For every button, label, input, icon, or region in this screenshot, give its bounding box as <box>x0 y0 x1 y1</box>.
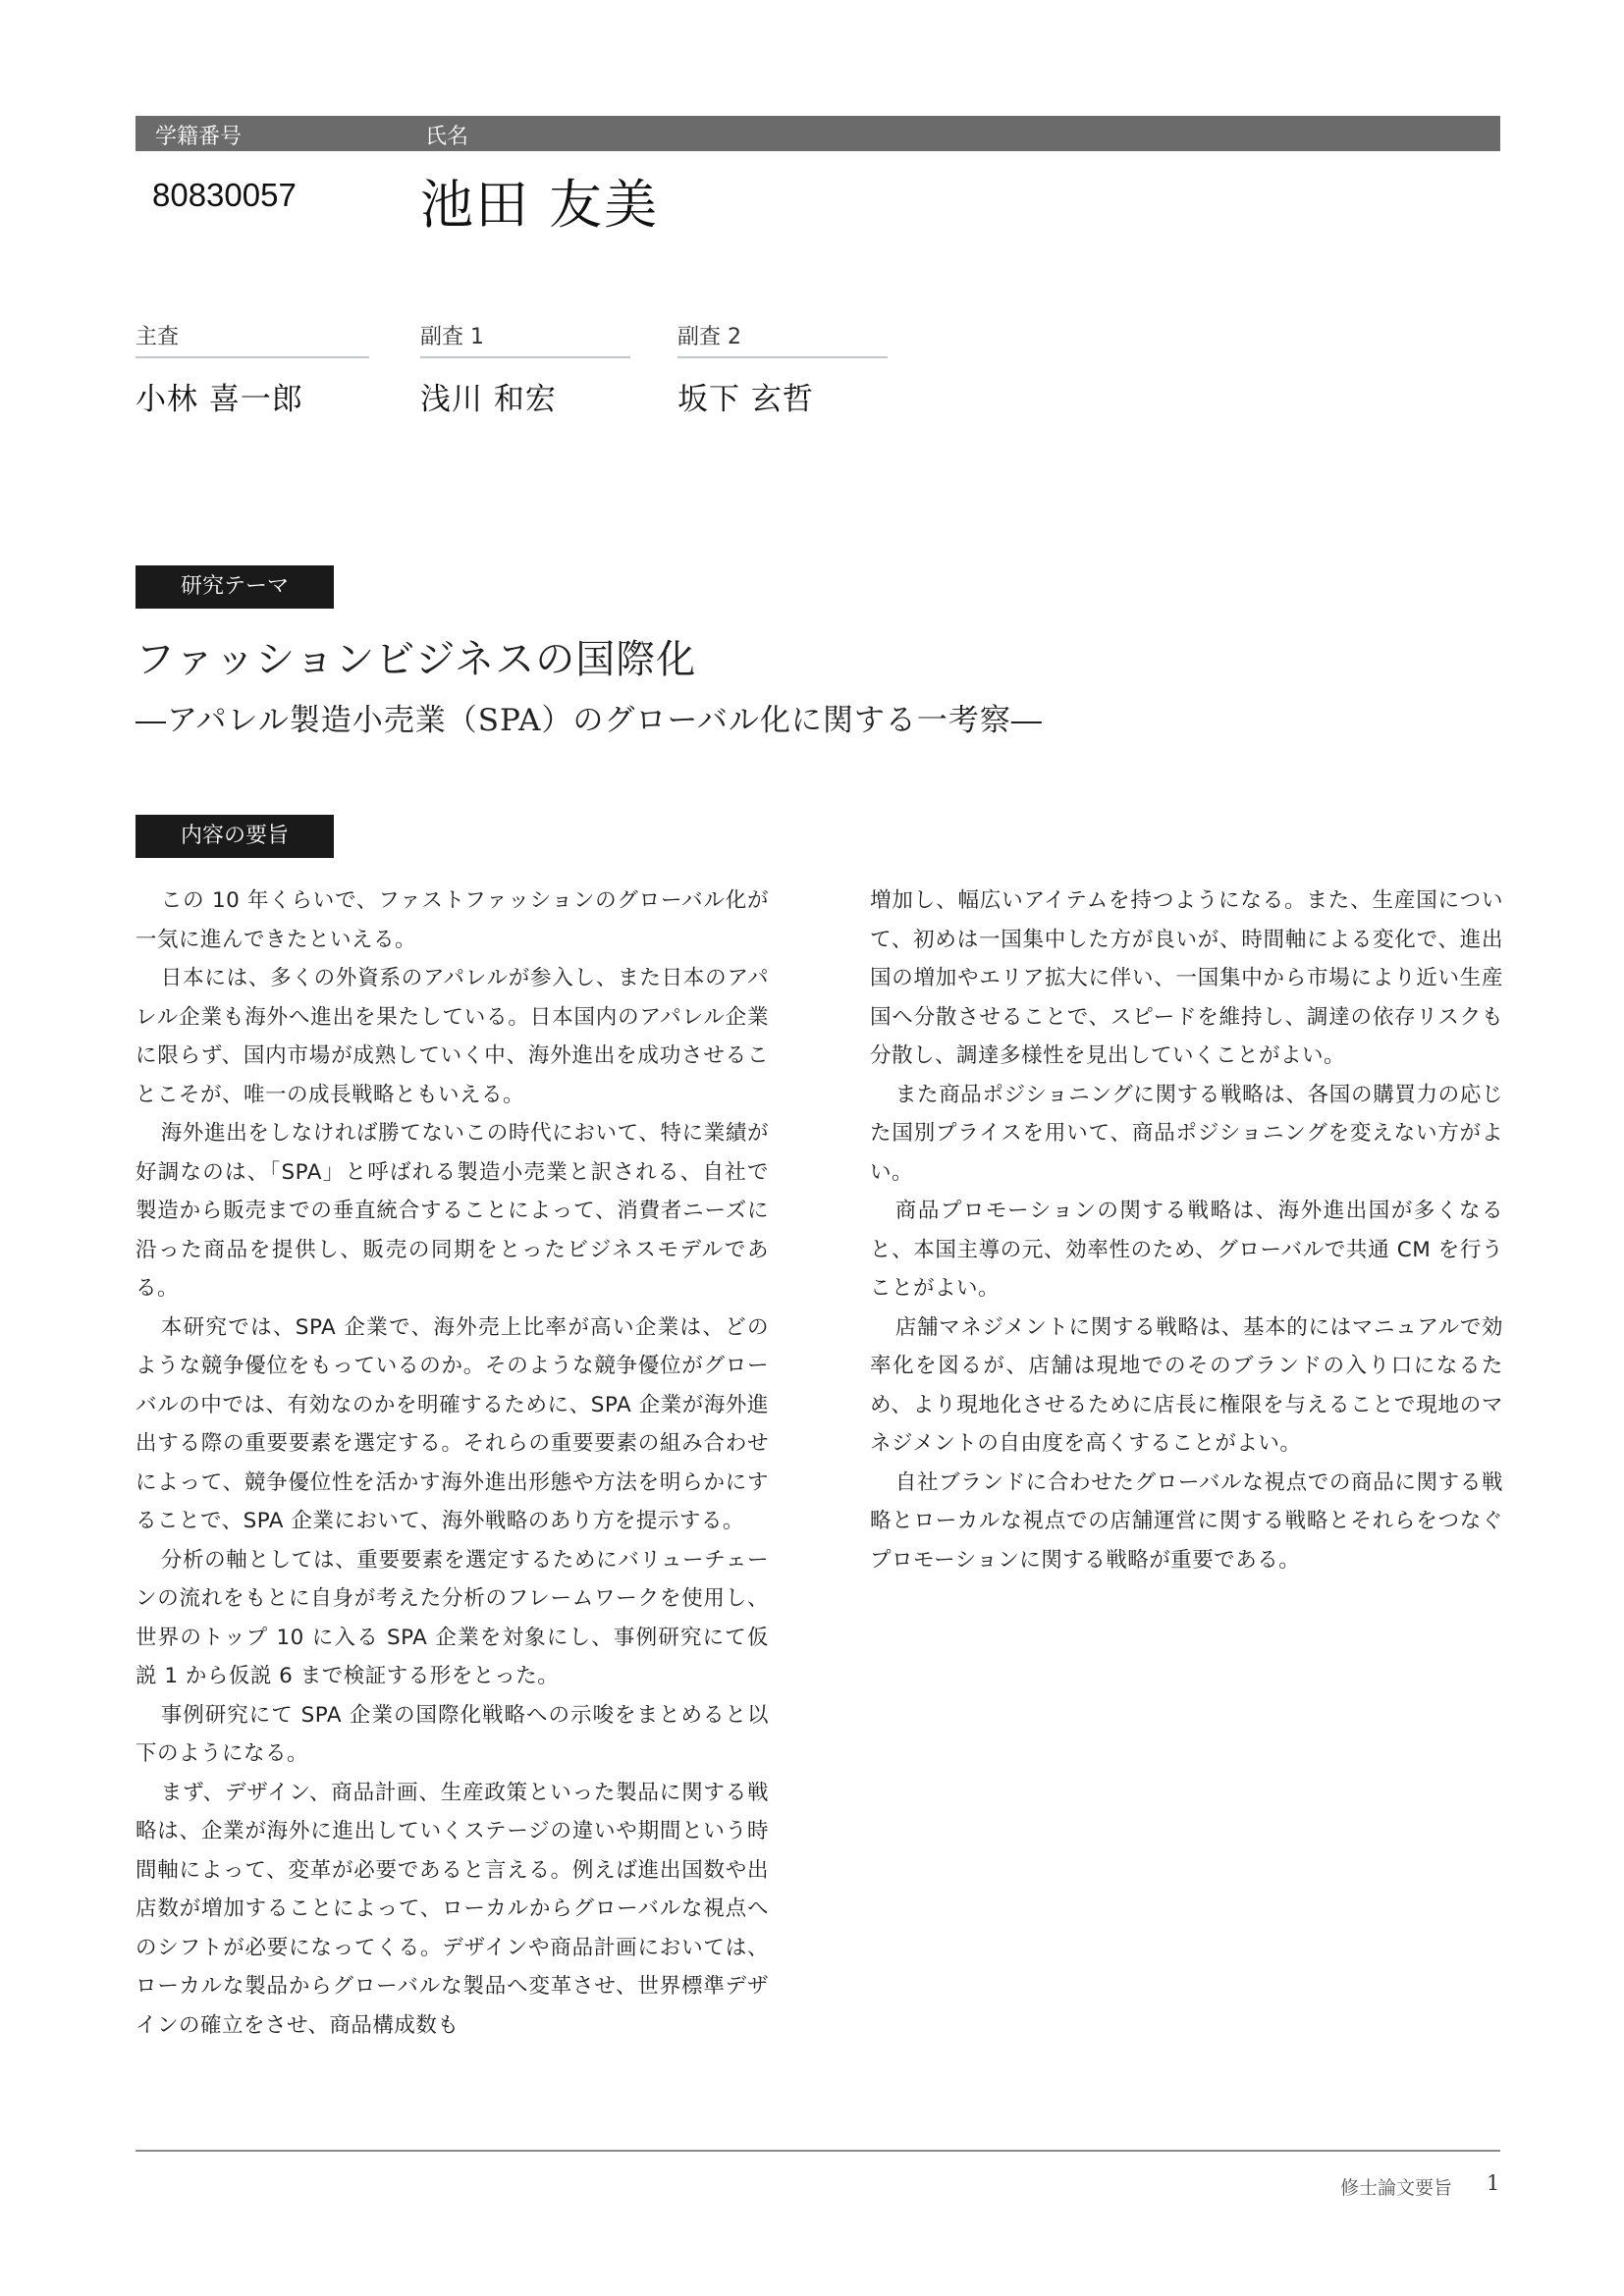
summary-paragraph-continued: 増加し、幅広いアイテムを持つようになる。また、生産国について、初めは一国集中した方が良いが、時間軸による変化で、進出国の増加やエリア拡大に伴い、一国集中から市場により近い生産国へ分散させることで、スピードを維持し、調達の依存リスクも分散し、調達多様性を見出していくことがよい。 <box>870 888 1503 1068</box>
examiner-name: 小林 喜一郎 <box>135 382 303 417</box>
student-id: 80830057 <box>152 177 297 213</box>
name-label: 氏名 <box>425 125 469 149</box>
summary-paragraph: 事例研究にて SPA 企業の国際化戦略への示唆をまとめると以下のようになる。 <box>135 1702 769 1766</box>
examiner-chief <box>135 320 369 418</box>
page-number: 1 <box>1487 2171 1500 2195</box>
examiner-role: 主査 <box>135 320 369 358</box>
summary-paragraph: 商品プロモーションの関する戦略は、海外進出国が多くなると、本国主導の元、効率性のため、グローバルで共通 CM を行うことがよい。 <box>870 1199 1503 1301</box>
student-name: 池田 友美 <box>420 174 660 236</box>
summary-paragraph: 店舗マネジメントに関する戦略は、基本的にはマニュアルで効率化を図るが、店舗は現地でのそのブランドの入り口になるため、より現地化させるために店長に権限を与えることで現地のマネジメントの自由度を高くすることがよい。 <box>870 1314 1503 1456</box>
summary-paragraph: 海外進出をしなければ勝てないこの時代において、特に業績が好調なのは、「SPA」と呼ばれる製造小売業と訳される、自社で製造から販売までの垂直統合することによって、消費者ニーズに沿った商品を提供し、販売の同期をとったビジネスモデルである。 <box>135 1121 769 1301</box>
examiner-role: 副査 1 <box>420 320 630 358</box>
summary-paragraph: 分析の軸としては、重要要素を選定するためにバリューチェーンの流れをもとに自身が考えた分析のフレームワークを使用し、世界のトップ 10 に入る SPA 企業を対象にし、事例研究にて仮説 1 から仮説 6 まで検証する形をとった。 <box>135 1547 769 1688</box>
thesis-subtitle: ―アパレル製造小売業（SPA）のグローバル化に関する一考察― <box>135 703 1043 738</box>
summary-column-left <box>135 881 769 2045</box>
examiner-sub-1 <box>420 320 630 418</box>
summary-column-right <box>870 881 1503 1579</box>
summary-label: 内容の要旨 <box>135 815 334 858</box>
research-theme-label: 研究テーマ <box>135 565 334 609</box>
summary-paragraph: また商品ポジショニングに関する戦略は、各国の購買力の応じた国別プライスを用いて、商品ポジショニングを変えない方がよい。 <box>870 1082 1503 1185</box>
summary-paragraph: この 10 年くらいで、ファストファッションのグローバル化が一気に進んできたといえる。 <box>135 888 769 952</box>
examiner-role: 副査 2 <box>677 320 888 358</box>
examiner-name: 浅川 和宏 <box>420 382 557 417</box>
summary-paragraph: まず、デザイン、商品計画、生産政策といった製品に関する戦略は、企業が海外に進出していくステージの違いや期間という時間軸によって、変革が必要であると言える。例えば進出国数や出店数が増加することによって、ローカルからグローバルな視点へのシフトが必要になってくる。デザインや商品計画においては、ローカルな製品からグローバルな製品へ変革させ、世界標準デザインの確立をさせ、商品構成数も <box>135 1780 769 2038</box>
footer-divider <box>135 2150 1500 2152</box>
header-bar <box>135 116 1500 151</box>
examiner-name: 坂下 玄哲 <box>677 382 814 417</box>
summary-paragraph: 自社ブランドに合わせたグローバルな視点での商品に関する戦略とローカルな視点での店舗運営に関する戦略とそれらをつなぐプロモーションに関する戦略が重要である。 <box>870 1469 1503 1573</box>
summary-paragraph: 本研究では、SPA 企業で、海外売上比率が高い企業は、どのような競争優位をもっているのか。そのような競争優位がグローバルの中では、有効なのかを明確するために、SPA 企業が海外進出する際の重要要素を選定する。それらの重要要素の組み合わせによって、競争優位性を活かす海外進出形態や方法を明らかにすることで、SPA 企業において、海外戦略のあり方を提示する。 <box>135 1314 769 1533</box>
student-id-label: 学籍番号 <box>155 125 243 149</box>
examiner-sub-2 <box>677 320 888 418</box>
footer-label: 修士論文要旨 <box>1340 2177 1453 2199</box>
summary-paragraph: 日本には、多くの外資系のアパレルが参入し、また日本のアパレル企業も海外へ進出を果たしている。日本国内のアパレル企業に限らず、国内市場が成熟していく中、海外進出を成功させることこそが、唯一の成長戦略ともいえる。 <box>135 966 769 1107</box>
thesis-title: ファッションビジネスの国際化 <box>135 637 697 682</box>
